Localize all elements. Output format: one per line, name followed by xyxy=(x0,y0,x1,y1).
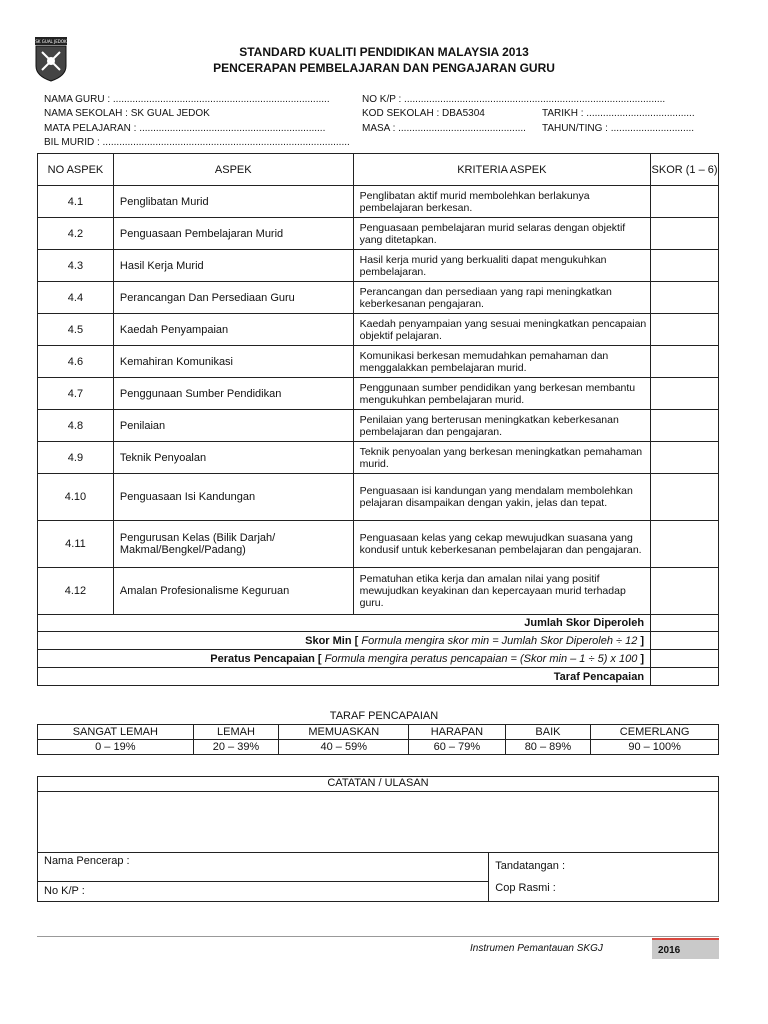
aspek-no: 4.7 xyxy=(38,378,114,410)
peratus-cell[interactable] xyxy=(651,650,719,668)
skor-cell[interactable] xyxy=(651,346,719,378)
header-skor: SKOR (1 – 6) xyxy=(651,154,719,186)
aspek-kriteria: Kaedah penyampaian yang sesuai meningkatkan pencapaian objektif pelajaran. xyxy=(353,314,650,346)
aspek-kriteria: Komunikasi berkesan memudahkan pemahaman dan menggalakkan pembelajaran murid. xyxy=(353,346,650,378)
school-crest-icon xyxy=(34,36,68,82)
aspek-kriteria: Perancangan dan persediaan yang rapi meningkatkan keberkesanan pengajaran. xyxy=(353,282,650,314)
tandatangan-cell[interactable] xyxy=(489,853,719,902)
skor-cell[interactable] xyxy=(651,314,719,346)
aspek-no: 4.3 xyxy=(38,250,114,282)
table-row xyxy=(38,442,719,474)
aspek-kriteria: Teknik penyoalan yang berkesan meningkatkan pemahaman murid. xyxy=(353,442,650,474)
catatan-table xyxy=(37,776,719,902)
taraf-range: 0 – 19% xyxy=(38,740,194,755)
taraf-level: HARAPAN xyxy=(409,725,505,740)
aspek-no: 4.6 xyxy=(38,346,114,378)
skor-cell[interactable] xyxy=(651,218,719,250)
aspek-name: Hasil Kerja Murid xyxy=(113,250,353,282)
peratus-label: Peratus Pencapaian xyxy=(210,652,315,665)
aspek-no: 4.5 xyxy=(38,314,114,346)
aspek-no: 4.12 xyxy=(38,568,114,615)
aspek-no: 4.4 xyxy=(38,282,114,314)
catatan-area[interactable] xyxy=(38,792,719,853)
masa-field[interactable]: MASA : .............................................. xyxy=(362,123,526,134)
no-kp-field[interactable]: NO K/P : .............................................................................................. xyxy=(362,94,666,105)
skor-min-cell[interactable] xyxy=(651,632,719,650)
skor-cell[interactable] xyxy=(651,442,719,474)
aspek-no: 4.1 xyxy=(38,186,114,218)
aspek-kriteria: Penguasaan kelas yang cekap mewujudkan suasana yang kondusif untuk keberkesanan pembelajaran dan pengajaran. xyxy=(353,521,650,568)
taraf-level: LEMAH xyxy=(193,725,279,740)
page-title: STANDARD KUALITI PENDIDIKAN MALAYSIA 2013 xyxy=(239,45,529,59)
taraf-range: 60 – 79% xyxy=(409,740,505,755)
aspek-name: Perancangan Dan Persediaan Guru xyxy=(113,282,353,314)
cop-rasmi-label: Cop Rasmi : xyxy=(495,882,556,894)
nama-sekolah-field: NAMA SEKOLAH : SK GUAL JEDOK xyxy=(44,108,210,119)
table-row xyxy=(38,314,719,346)
mata-pelajaran-field[interactable]: MATA PELAJARAN : ................................................................... xyxy=(44,123,326,134)
aspek-name: Kaedah Penyampaian xyxy=(113,314,353,346)
aspek-kriteria: Penilaian yang berterusan meningkatkan keberkesanan pembelajaran dan pengajaran. xyxy=(353,410,650,442)
aspek-name: Amalan Profesionalisme Keguruan xyxy=(113,568,353,615)
table-row xyxy=(38,568,719,615)
taraf-cell[interactable] xyxy=(651,668,719,686)
no-kp-pencerap-field[interactable]: No K/P : xyxy=(38,882,489,902)
taraf-range: 20 – 39% xyxy=(193,740,279,755)
table-row xyxy=(38,410,719,442)
aspek-name: Penglibatan Murid xyxy=(113,186,353,218)
taraf-level: MEMUASKAN xyxy=(279,725,409,740)
footer-year: 2016 xyxy=(652,938,719,959)
jumlah-skor-label: Jumlah Skor Diperoleh xyxy=(38,615,651,632)
kod-sekolah-field: KOD SEKOLAH : DBA5304 xyxy=(362,108,485,119)
tahun-ting-field[interactable]: TAHUN/TING : .............................. xyxy=(542,123,695,134)
footer-divider xyxy=(37,936,719,937)
aspek-name: Penguasaan Pembelajaran Murid xyxy=(113,218,353,250)
taraf-label: Taraf Pencapaian xyxy=(38,668,651,686)
skor-cell[interactable] xyxy=(651,186,719,218)
skor-cell[interactable] xyxy=(651,250,719,282)
aspek-name: Teknik Penyoalan xyxy=(113,442,353,474)
taraf-range: 40 – 59% xyxy=(279,740,409,755)
aspek-kriteria: Penggunaan sumber pendidikan yang berkesan membantu mengukuhkan pembelajaran murid. xyxy=(353,378,650,410)
table-row xyxy=(38,282,719,314)
aspek-no: 4.10 xyxy=(38,474,114,521)
aspek-name: Penilaian xyxy=(113,410,353,442)
aspek-kriteria: Pematuhan etika kerja dan amalan nilai yang positif mewujudkan keyakinan dan kepercayaan murid terhadap guru. xyxy=(353,568,650,615)
taraf-level: SANGAT LEMAH xyxy=(38,725,194,740)
table-row xyxy=(38,474,719,521)
skor-cell[interactable] xyxy=(651,521,719,568)
skor-cell[interactable] xyxy=(651,378,719,410)
skor-min-row: Skor Min [ Formula mengira skor min = Jumlah Skor Diperoleh ÷ 12 ] xyxy=(38,632,651,650)
taraf-level: BAIK xyxy=(505,725,591,740)
skor-cell[interactable] xyxy=(651,282,719,314)
taraf-pencapaian-title: TARAF PENCAPAIAN xyxy=(329,710,439,722)
aspek-no: 4.11 xyxy=(38,521,114,568)
skor-cell[interactable] xyxy=(651,568,719,615)
header-aspek: ASPEK xyxy=(113,154,353,186)
peratus-row: Peratus Pencapaian [ Formula mengira peratus pencapaian = (Skor min – 1 ÷ 5) x 100 ] xyxy=(38,650,651,668)
peratus-formula: Formula mengira peratus pencapaian = (Skor min – 1 ÷ 5) x 100 xyxy=(324,652,638,665)
aspek-table xyxy=(37,153,719,686)
table-row xyxy=(38,218,719,250)
skor-min-formula: Formula mengira skor min = Jumlah Skor Diperoleh ÷ 12 xyxy=(361,634,638,647)
svg-text:SK GUAL JEDOK: SK GUAL JEDOK xyxy=(35,39,67,44)
skor-cell[interactable] xyxy=(651,410,719,442)
taraf-pencapaian-table xyxy=(37,724,719,755)
aspek-name: Kemahiran Komunikasi xyxy=(113,346,353,378)
skor-cell[interactable] xyxy=(651,474,719,521)
aspek-kriteria: Hasil kerja murid yang berkualiti dapat mengukuhkan pembelajaran. xyxy=(353,250,650,282)
bil-murid-field[interactable]: BIL MURID : ......................................................................................... xyxy=(44,137,350,148)
header-kriteria: KRITERIA ASPEK xyxy=(353,154,650,186)
page-subtitle: PENCERAPAN PEMBELAJARAN DAN PENGAJARAN GURU xyxy=(213,61,555,75)
taraf-range: 80 – 89% xyxy=(505,740,591,755)
aspek-name: Penggunaan Sumber Pendidikan xyxy=(113,378,353,410)
header-no-aspek: NO ASPEK xyxy=(38,154,114,186)
table-row xyxy=(38,186,719,218)
aspek-no: 4.9 xyxy=(38,442,114,474)
table-row xyxy=(38,346,719,378)
aspek-kriteria: Penguasaan isi kandungan yang mendalam membolehkan pelajaran disampaikan dengan yakin, jelas dan tepat. xyxy=(353,474,650,521)
skor-min-label: Skor Min xyxy=(305,634,352,647)
tarikh-field[interactable]: TARIKH : ....................................... xyxy=(542,108,695,119)
taraf-range: 90 – 100% xyxy=(591,740,719,755)
aspek-kriteria: Penglibatan aktif murid membolehkan berlakunya pembelajaran berkesan. xyxy=(353,186,650,218)
aspek-no: 4.2 xyxy=(38,218,114,250)
nama-guru-field[interactable]: NAMA GURU : .............................................................................. xyxy=(44,94,330,105)
aspek-no: 4.8 xyxy=(38,410,114,442)
taraf-level: CEMERLANG xyxy=(591,725,719,740)
aspek-kriteria: Penguasaan pembelajaran murid selaras dengan objektif yang ditetapkan. xyxy=(353,218,650,250)
catatan-title: CATATAN / ULASAN xyxy=(38,777,719,792)
tandatangan-label: Tandatangan : xyxy=(495,860,566,872)
footer-text: Instrumen Pemantauan SKGJ xyxy=(470,943,603,954)
jumlah-skor-cell[interactable] xyxy=(651,615,719,632)
aspek-name: Penguasaan Isi Kandungan xyxy=(113,474,353,521)
aspek-name: Pengurusan Kelas (Bilik Darjah/ Makmal/Bengkel/Padang) xyxy=(113,521,353,568)
table-row xyxy=(38,378,719,410)
table-row xyxy=(38,521,719,568)
nama-pencerap-field[interactable]: Nama Pencerap : xyxy=(38,853,489,882)
table-row xyxy=(38,250,719,282)
